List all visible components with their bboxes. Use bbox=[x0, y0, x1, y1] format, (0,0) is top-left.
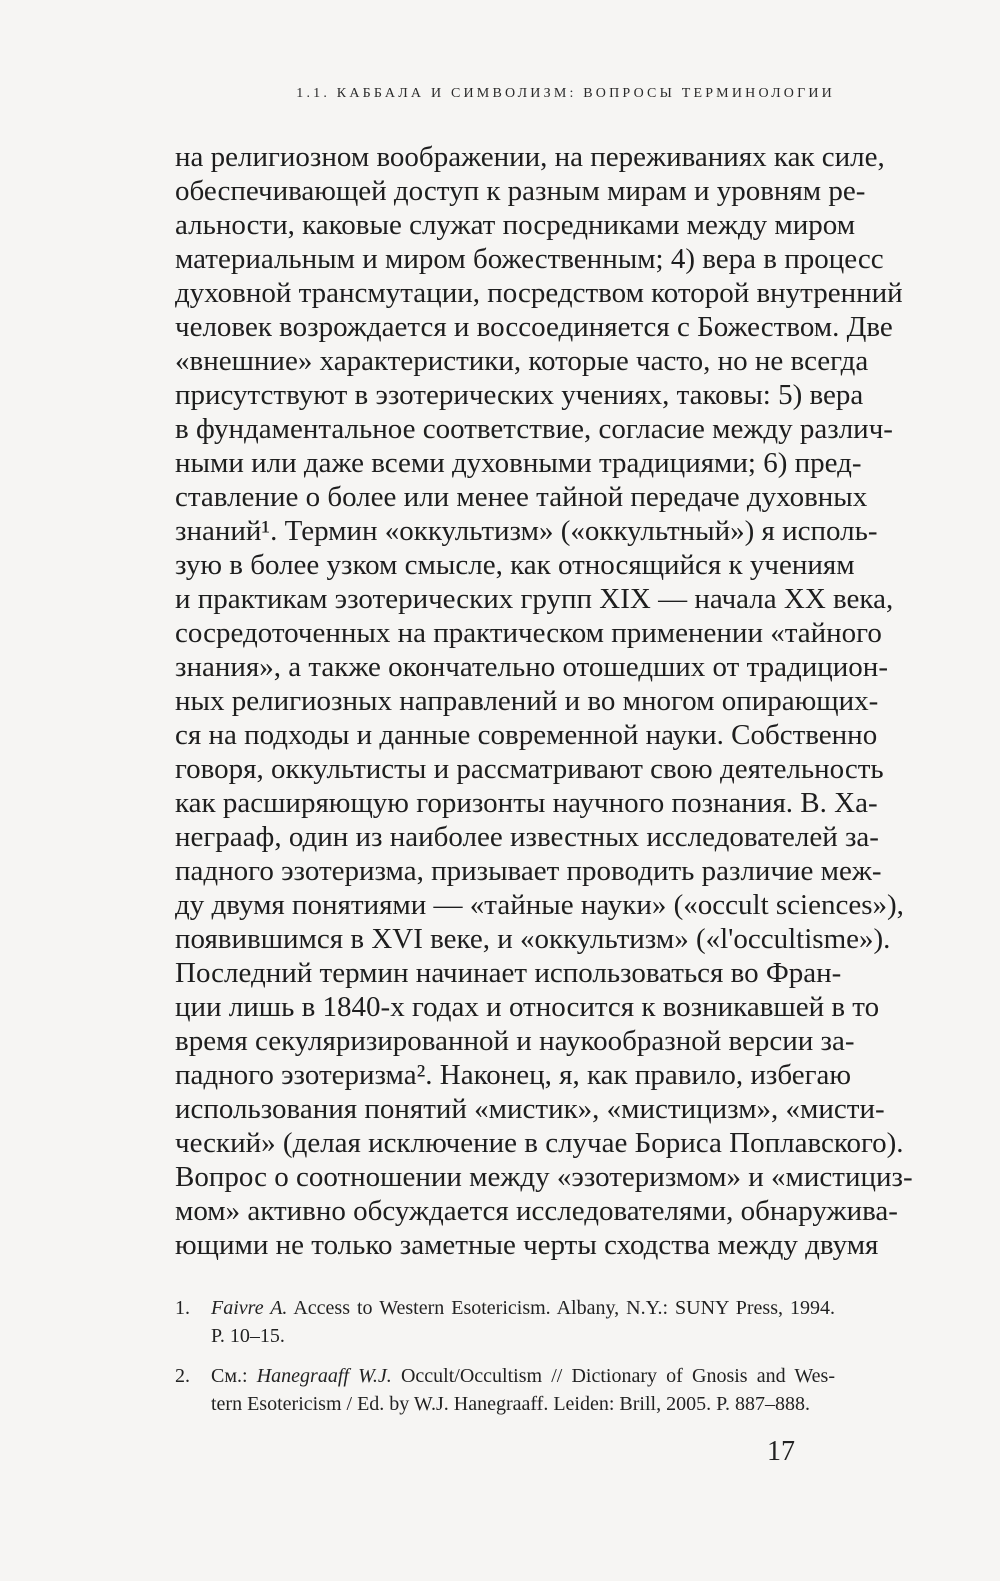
text-line: обеспечивающей доступ к разным мирам и уровням ре- bbox=[175, 175, 866, 207]
text-line: ду двумя понятиями — «тайные науки» («occult sciences»), bbox=[175, 889, 904, 921]
footnote-number: 2. bbox=[175, 1365, 190, 1387]
footnotes bbox=[175, 1294, 835, 1430]
text-line: и практикам эзотерических групп XIX — начала XX века, bbox=[175, 583, 894, 615]
footnote-line: P. 10–15. bbox=[211, 1325, 285, 1347]
text-line: использования понятий «мистик», «мистицизм», «мисти- bbox=[175, 1093, 885, 1125]
text-line: ся на подходы и данные современной науки. Собственно bbox=[175, 719, 878, 751]
text-line: Вопрос о соотношении между «эзотеризмом» и «мистициз- bbox=[175, 1161, 913, 1193]
text-line: ных религиозных направлений и во многом опирающих- bbox=[175, 685, 879, 717]
text-line: зую в более узком смысле, как относящийся к учениям bbox=[175, 549, 855, 581]
text-line: ческий» (делая исключение в случае Бориса Поплавского). bbox=[175, 1127, 904, 1159]
footnote-line: tern Esotericism / Ed. by W.J. Hanegraaff. Leiden: Brill, 2005. P. 887–888. bbox=[211, 1393, 810, 1415]
footnote-text bbox=[211, 1294, 835, 1350]
text-line: в фундаментальное соответствие, согласие между различ- bbox=[175, 413, 893, 445]
footnote-prefix: См.: bbox=[211, 1365, 257, 1387]
footnote-citation: Access to Western Esotericism. Albany, N.Y.: SUNY Press, 1994. bbox=[287, 1297, 835, 1319]
footnote-line bbox=[211, 1294, 835, 1322]
text-line: присутствуют в эзотерических учениях, таковы: 5) вера bbox=[175, 379, 864, 411]
footnote-citation: Occult/Occultism // Dictionary of Gnosis and Wes- bbox=[391, 1365, 835, 1387]
running-header: 1.1. КАББАЛА И СИМВОЛИЗМ: ВОПРОСЫ ТЕРМИНОЛОГИИ bbox=[296, 86, 835, 101]
text-line: ции лишь в 1840-х годах и относится к возникавшей в то bbox=[175, 991, 880, 1023]
footnote-author: Hanegraaff W.J. bbox=[256, 1365, 392, 1387]
text-line: ными или даже всеми духовными традициями; 6) пред- bbox=[175, 447, 862, 479]
text-line: человек возрождается и воссоединяется с Божеством. Две bbox=[175, 311, 893, 343]
text-line: сосредоточенных на практическом применении «тайного bbox=[175, 617, 882, 649]
page-number: 17 bbox=[767, 1436, 795, 1467]
text-line: падного эзотеризма². Наконец, я, как правило, избегаю bbox=[175, 1059, 852, 1091]
text-line: Последний термин начинает использоваться во Фран- bbox=[175, 957, 842, 989]
footnote-author: Faivre A. bbox=[211, 1297, 288, 1319]
text-line: падного эзотеризма, призывает проводить различие меж- bbox=[175, 855, 882, 887]
text-line: как расширяющую горизонты научного познания. В. Ха- bbox=[175, 787, 878, 819]
text-line: материальным и миром божественным; 4) вера в процесс bbox=[175, 243, 884, 275]
text-line: альности, каковые служат посредниками между миром bbox=[175, 209, 856, 241]
footnote bbox=[175, 1294, 835, 1350]
text-line: говоря, оккультисты и рассматривают свою деятельность bbox=[175, 753, 884, 785]
text-line: на религиозном воображении, на переживаниях как силе, bbox=[175, 141, 885, 173]
text-line: ющими не только заметные черты сходства между двумя bbox=[175, 1229, 879, 1261]
text-line: ставление о более или менее тайной передаче духовных bbox=[175, 481, 868, 513]
footnote-number: 1. bbox=[175, 1297, 190, 1319]
main-text bbox=[175, 140, 913, 1262]
text-line: мом» активно обсуждается исследователями, обнаружива- bbox=[175, 1195, 898, 1227]
text-line: появившимся в XVI веке, и «оккультизм» («l'occultisme»). bbox=[175, 923, 891, 955]
text-line: знаний¹. Термин «оккультизм» («оккультный») я исполь- bbox=[175, 515, 878, 547]
footnote-line bbox=[211, 1362, 835, 1390]
text-line: неграаф, один из наиболее известных исследователей за- bbox=[175, 821, 879, 853]
footnote-text bbox=[211, 1362, 835, 1418]
footnote bbox=[175, 1362, 835, 1418]
text-line: духовной трансмутации, посредством которой внутренний bbox=[175, 277, 903, 309]
text-line: «внешние» характеристики, которые часто, но не всегда bbox=[175, 345, 869, 377]
text-line: знания», а также окончательно отошедших от традицион- bbox=[175, 651, 888, 683]
text-line: время секуляризированной и наукообразной версии за- bbox=[175, 1025, 855, 1057]
